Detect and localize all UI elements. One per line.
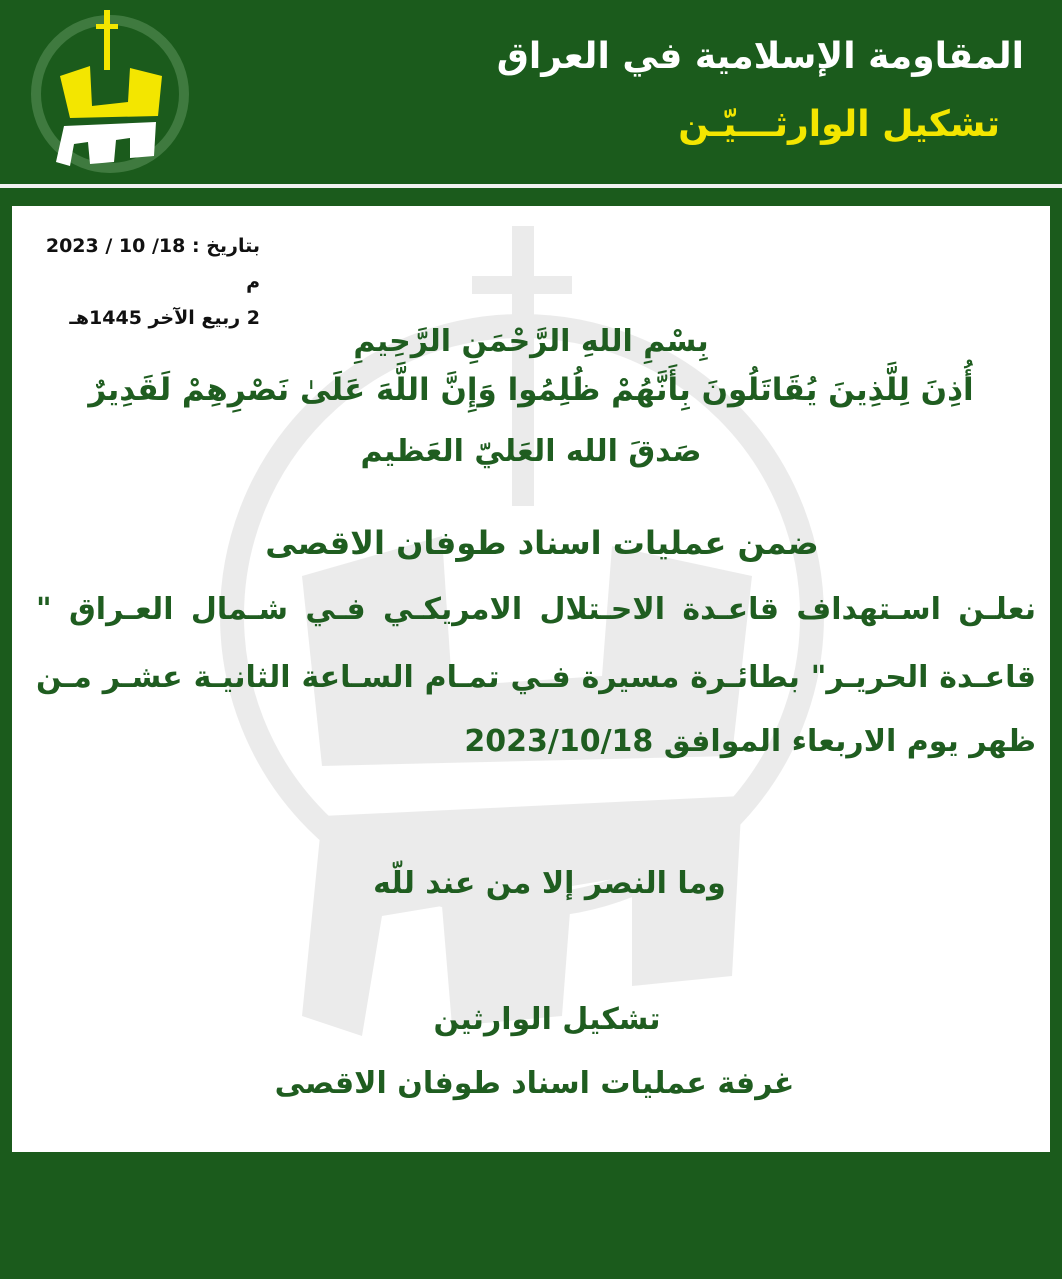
signature-group: تشكيل الوارثين [433, 1002, 661, 1037]
statement-title: ضمن عمليات اسناد طوفان الاقصى [265, 524, 819, 562]
calligraphy-logo-icon [30, 6, 190, 182]
statement-line-1: نعلـن اسـتهداف قاعـدة الاحـتلال الامريكـي فـي شـمال العـراق " [36, 592, 1036, 627]
statement-line-2: قاعـدة الحريـر" بطائـرة مسيرة فـي تمـام السـاعة الثانيـة عشـر مـن [36, 660, 1036, 695]
victory-phrase: وما النصر إلا من عند للّه [373, 866, 726, 901]
basmala: بِسْمِ اللهِ الرَّحْمَنِ الرَّحِيمِ [353, 324, 709, 359]
gregorian-date: بتاريخ : 18/ 10 / 2023 م [45, 235, 260, 293]
group-name: تشكيل الوارثـــيّـن [678, 104, 1000, 145]
header-banner [0, 0, 1062, 188]
verse-closing: صَدقَ الله العَليّ العَظيم [360, 434, 702, 469]
quran-verse: أُذِنَ لِلَّذِينَ يُقَاتَلُونَ بِأَنَّهُمْ ظُلِمُوا وَإِنَّ اللَّهَ عَلَىٰ نَصْرِهِمْ لَقَدِيرٌ [88, 372, 974, 408]
signature-room: غرفة عمليات اسناد طوفان الاقصى [274, 1066, 795, 1101]
date-block [30, 228, 260, 336]
statement-line-3: ظهر يوم الاربعاء الموافق 2023/10/18 [464, 724, 1036, 759]
statement-document [12, 206, 1050, 1152]
organization-name: المقاومة الإسلامية في العراق [496, 36, 1024, 77]
hijri-date: 2 ربيع الآخر 1445هـ [69, 307, 260, 329]
